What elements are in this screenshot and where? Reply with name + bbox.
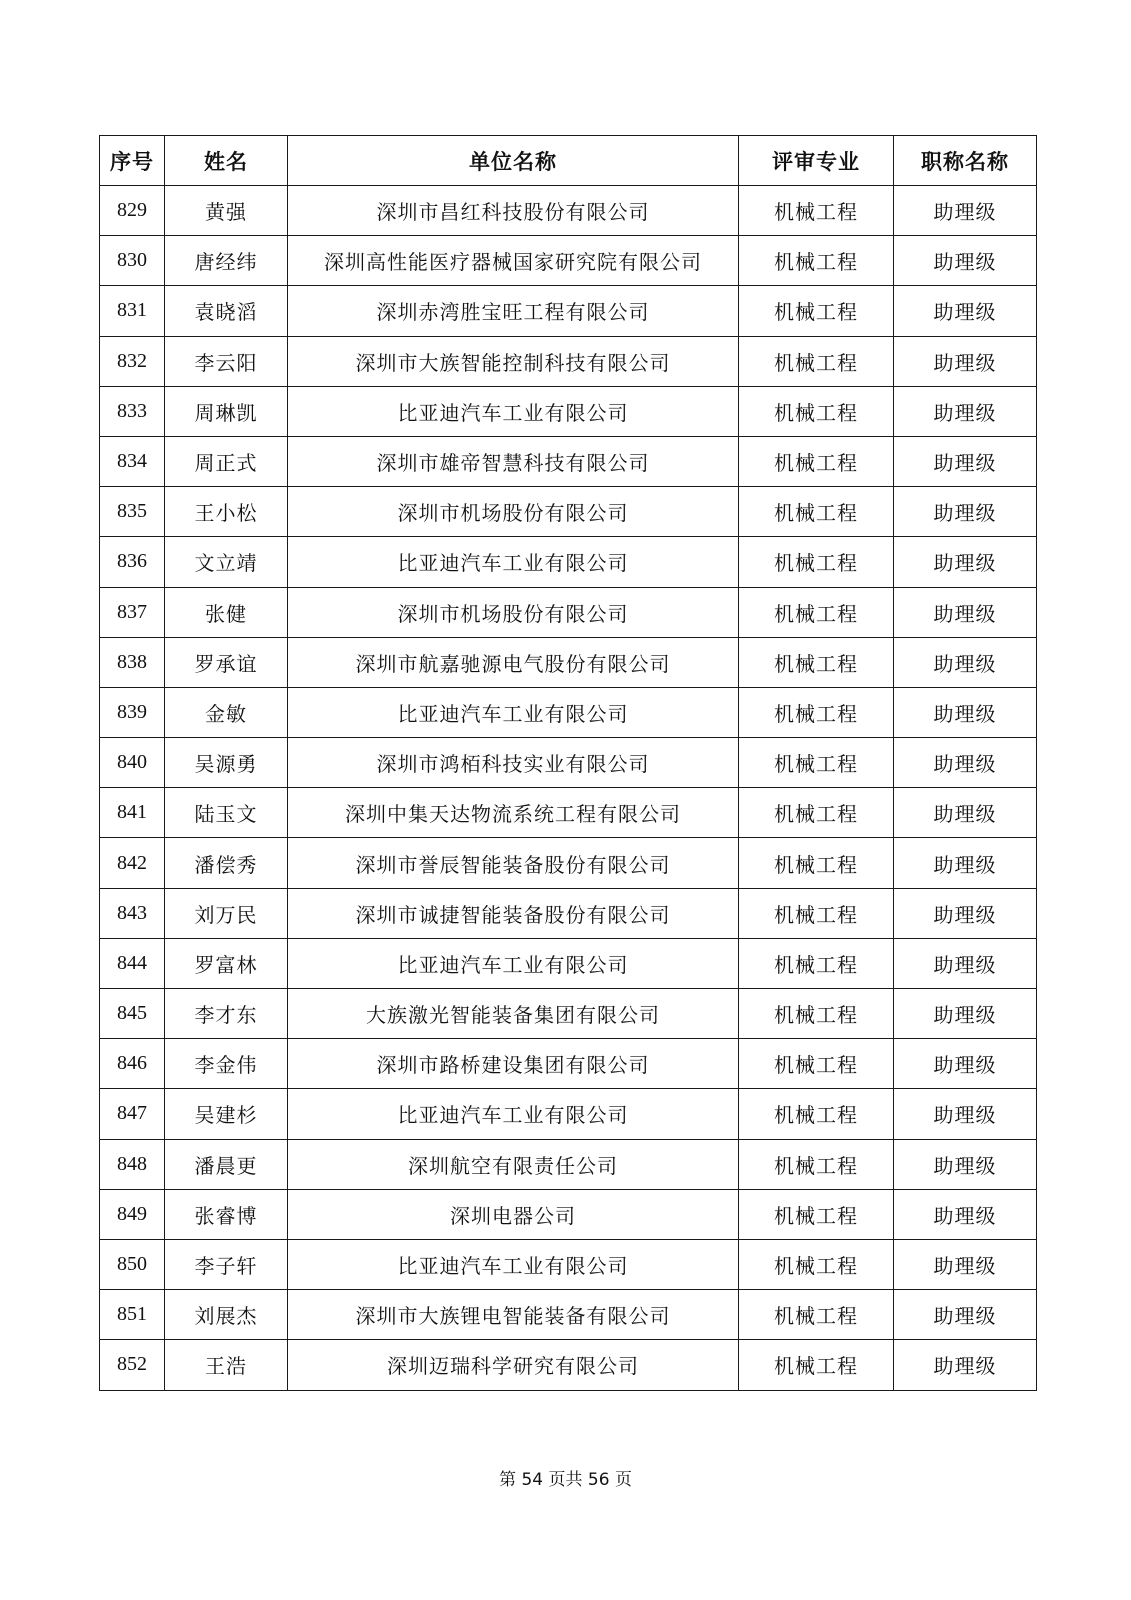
table-row (100, 888, 1037, 938)
cell-title-name: 助理级 (894, 838, 1037, 888)
cell-name: 周琳凯 (165, 386, 288, 436)
cell-unit-name: 深圳市诚捷智能装备股份有限公司 (288, 888, 739, 938)
cell-title-name: 助理级 (894, 687, 1037, 737)
cell-unit-name: 比亚迪汽车工业有限公司 (288, 1239, 739, 1289)
table-row (100, 386, 1037, 436)
cell-name: 张健 (165, 587, 288, 637)
table-row (100, 236, 1037, 286)
cell-review-major: 机械工程 (739, 336, 894, 386)
cell-review-major: 机械工程 (739, 1089, 894, 1139)
cell-unit-name: 深圳电器公司 (288, 1189, 739, 1239)
cell-title-name: 助理级 (894, 236, 1037, 286)
table-header-row (100, 136, 1037, 186)
cell-review-major: 机械工程 (739, 436, 894, 486)
roster-table (99, 135, 1037, 1391)
cell-title-name: 助理级 (894, 1189, 1037, 1239)
cell-name: 潘偿秀 (165, 838, 288, 888)
cell-unit-name: 比亚迪汽车工业有限公司 (288, 687, 739, 737)
cell-unit-name: 深圳市路桥建设集团有限公司 (288, 1039, 739, 1089)
cell-title-name: 助理级 (894, 1239, 1037, 1289)
cell-name: 李金伟 (165, 1039, 288, 1089)
cell-title-name: 助理级 (894, 1039, 1037, 1089)
cell-title-name: 助理级 (894, 938, 1037, 988)
cell-unit-name: 深圳中集天达物流系统工程有限公司 (288, 788, 739, 838)
cell-title-name: 助理级 (894, 738, 1037, 788)
cell-name: 张睿博 (165, 1189, 288, 1239)
cell-title-name: 助理级 (894, 487, 1037, 537)
cell-serial-number: 851 (100, 1290, 165, 1340)
cell-unit-name: 深圳迈瑞科学研究有限公司 (288, 1340, 739, 1390)
table-row (100, 989, 1037, 1039)
cell-serial-number: 835 (100, 487, 165, 537)
cell-name: 陆玉文 (165, 788, 288, 838)
page-footer (0, 1465, 1131, 1490)
cell-name: 罗富林 (165, 938, 288, 988)
cell-review-major: 机械工程 (739, 1039, 894, 1089)
table-body (100, 186, 1037, 1391)
table-row (100, 1340, 1037, 1390)
cell-name: 刘万民 (165, 888, 288, 938)
cell-unit-name: 比亚迪汽车工业有限公司 (288, 537, 739, 587)
cell-review-major: 机械工程 (739, 587, 894, 637)
cell-unit-name: 深圳市大族锂电智能装备有限公司 (288, 1290, 739, 1340)
cell-serial-number: 831 (100, 286, 165, 336)
cell-serial-number: 840 (100, 738, 165, 788)
table-row (100, 537, 1037, 587)
table-row (100, 286, 1037, 336)
cell-review-major: 机械工程 (739, 1290, 894, 1340)
cell-title-name: 助理级 (894, 1139, 1037, 1189)
cell-review-major: 机械工程 (739, 888, 894, 938)
cell-serial-number: 833 (100, 386, 165, 436)
cell-unit-name: 比亚迪汽车工业有限公司 (288, 1089, 739, 1139)
cell-serial-number: 847 (100, 1089, 165, 1139)
cell-review-major: 机械工程 (739, 989, 894, 1039)
cell-unit-name: 深圳航空有限责任公司 (288, 1139, 739, 1189)
cell-title-name: 助理级 (894, 1089, 1037, 1139)
cell-title-name: 助理级 (894, 186, 1037, 236)
cell-review-major: 机械工程 (739, 1139, 894, 1189)
cell-unit-name: 深圳市航嘉驰源电气股份有限公司 (288, 637, 739, 687)
table-row (100, 487, 1037, 537)
cell-serial-number: 852 (100, 1340, 165, 1390)
cell-title-name: 助理级 (894, 336, 1037, 386)
header-serial-number: 序号 (100, 136, 165, 186)
table-row (100, 1139, 1037, 1189)
cell-name: 李才东 (165, 989, 288, 1039)
cell-serial-number: 834 (100, 436, 165, 486)
cell-title-name: 助理级 (894, 1290, 1037, 1340)
header-title-name: 职称名称 (894, 136, 1037, 186)
cell-serial-number: 848 (100, 1139, 165, 1189)
cell-review-major: 机械工程 (739, 738, 894, 788)
cell-serial-number: 842 (100, 838, 165, 888)
table-row (100, 938, 1037, 988)
table-row (100, 336, 1037, 386)
cell-title-name: 助理级 (894, 286, 1037, 336)
cell-name: 王小松 (165, 487, 288, 537)
cell-serial-number: 843 (100, 888, 165, 938)
cell-review-major: 机械工程 (739, 838, 894, 888)
cell-name: 周正式 (165, 436, 288, 486)
cell-unit-name: 大族激光智能装备集团有限公司 (288, 989, 739, 1039)
cell-serial-number: 836 (100, 537, 165, 587)
cell-unit-name: 深圳市大族智能控制科技有限公司 (288, 336, 739, 386)
table-row (100, 1039, 1037, 1089)
cell-name: 文立靖 (165, 537, 288, 587)
footer-middle: 页共 (548, 1470, 583, 1490)
cell-title-name: 助理级 (894, 788, 1037, 838)
cell-name: 黄强 (165, 186, 288, 236)
cell-name: 金敏 (165, 687, 288, 737)
cell-review-major: 机械工程 (739, 637, 894, 687)
cell-serial-number: 849 (100, 1189, 165, 1239)
table-row (100, 1290, 1037, 1340)
cell-serial-number: 846 (100, 1039, 165, 1089)
cell-unit-name: 深圳市誉辰智能装备股份有限公司 (288, 838, 739, 888)
cell-serial-number: 850 (100, 1239, 165, 1289)
cell-review-major: 机械工程 (739, 1239, 894, 1289)
cell-unit-name: 深圳市机场股份有限公司 (288, 487, 739, 537)
cell-unit-name: 比亚迪汽车工业有限公司 (288, 938, 739, 988)
table-row (100, 436, 1037, 486)
cell-name: 吴源勇 (165, 738, 288, 788)
cell-review-major: 机械工程 (739, 938, 894, 988)
table-row (100, 1089, 1037, 1139)
cell-name: 罗承谊 (165, 637, 288, 687)
table-row (100, 186, 1037, 236)
cell-name: 吴建杉 (165, 1089, 288, 1139)
cell-name: 潘晨更 (165, 1139, 288, 1189)
cell-title-name: 助理级 (894, 888, 1037, 938)
cell-title-name: 助理级 (894, 386, 1037, 436)
footer-suffix: 页 (614, 1470, 632, 1490)
cell-review-major: 机械工程 (739, 537, 894, 587)
footer-total-pages: 56 (587, 1470, 610, 1490)
cell-title-name: 助理级 (894, 436, 1037, 486)
cell-review-major: 机械工程 (739, 1340, 894, 1390)
cell-review-major: 机械工程 (739, 186, 894, 236)
cell-serial-number: 830 (100, 236, 165, 286)
cell-review-major: 机械工程 (739, 1189, 894, 1239)
table-row (100, 1239, 1037, 1289)
footer-page-number: 54 (521, 1470, 544, 1490)
cell-name: 李云阳 (165, 336, 288, 386)
cell-name: 刘展杰 (165, 1290, 288, 1340)
cell-review-major: 机械工程 (739, 487, 894, 537)
footer-prefix: 第 (499, 1470, 517, 1490)
table-row (100, 838, 1037, 888)
header-unit-name: 单位名称 (288, 136, 739, 186)
header-review-major: 评审专业 (739, 136, 894, 186)
cell-unit-name: 深圳市昌红科技股份有限公司 (288, 186, 739, 236)
cell-serial-number: 832 (100, 336, 165, 386)
cell-name: 王浩 (165, 1340, 288, 1390)
cell-serial-number: 829 (100, 186, 165, 236)
cell-serial-number: 839 (100, 687, 165, 737)
cell-serial-number: 838 (100, 637, 165, 687)
cell-unit-name: 比亚迪汽车工业有限公司 (288, 386, 739, 436)
cell-name: 唐经纬 (165, 236, 288, 286)
cell-serial-number: 845 (100, 989, 165, 1039)
cell-review-major: 机械工程 (739, 286, 894, 336)
cell-review-major: 机械工程 (739, 788, 894, 838)
cell-name: 袁晓滔 (165, 286, 288, 336)
cell-serial-number: 841 (100, 788, 165, 838)
cell-title-name: 助理级 (894, 989, 1037, 1039)
cell-review-major: 机械工程 (739, 687, 894, 737)
header-name: 姓名 (165, 136, 288, 186)
cell-review-major: 机械工程 (739, 236, 894, 286)
table-row (100, 687, 1037, 737)
cell-unit-name: 深圳市机场股份有限公司 (288, 587, 739, 637)
cell-unit-name: 深圳高性能医疗器械国家研究院有限公司 (288, 236, 739, 286)
cell-title-name: 助理级 (894, 637, 1037, 687)
cell-title-name: 助理级 (894, 537, 1037, 587)
table-row (100, 587, 1037, 637)
cell-title-name: 助理级 (894, 587, 1037, 637)
cell-unit-name: 深圳市雄帝智慧科技有限公司 (288, 436, 739, 486)
table-row (100, 738, 1037, 788)
table-row (100, 1189, 1037, 1239)
cell-unit-name: 深圳市鸿栢科技实业有限公司 (288, 738, 739, 788)
cell-name: 李子轩 (165, 1239, 288, 1289)
table-row (100, 788, 1037, 838)
cell-review-major: 机械工程 (739, 386, 894, 436)
cell-serial-number: 837 (100, 587, 165, 637)
cell-unit-name: 深圳赤湾胜宝旺工程有限公司 (288, 286, 739, 336)
cell-title-name: 助理级 (894, 1340, 1037, 1390)
table-row (100, 637, 1037, 687)
cell-serial-number: 844 (100, 938, 165, 988)
